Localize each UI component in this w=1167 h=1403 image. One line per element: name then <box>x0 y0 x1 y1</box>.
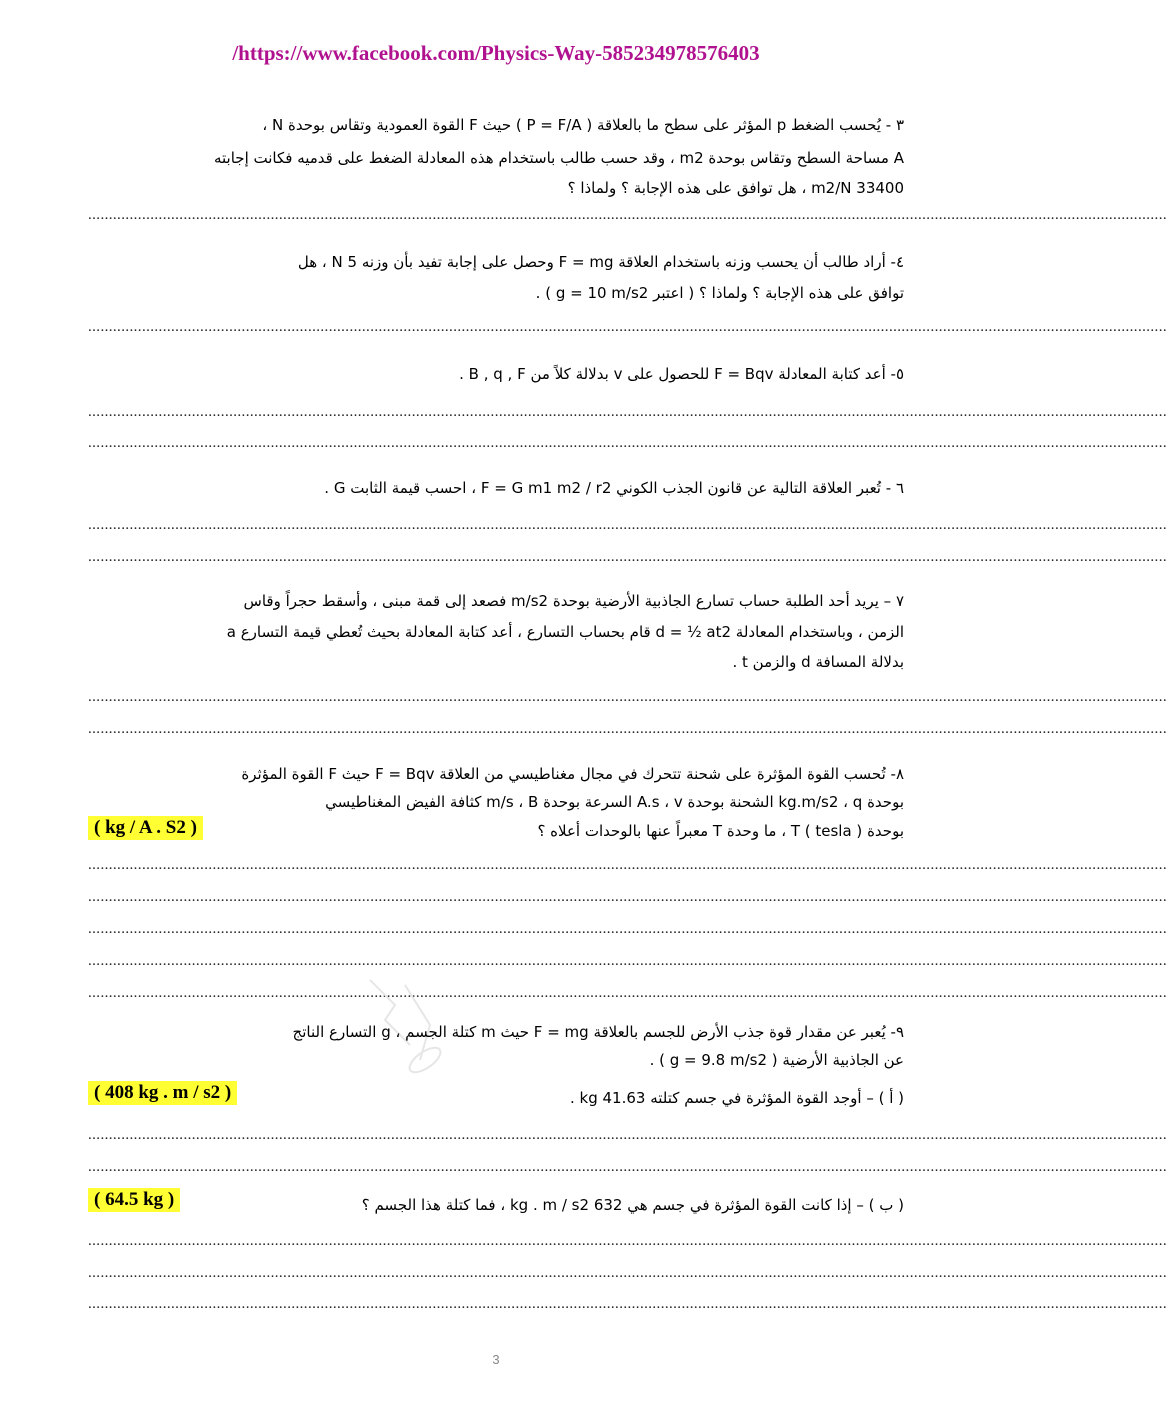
q7-line2: الزمن ، وباستخدام المعادلة d = ½ at2 قام بحساب التسارع ، أعد كتابة المعادلة بحيث تُعطي قيمة التسارع a <box>226 623 904 641</box>
answer-line: .................................................................................................................................................................................................................................................................... <box>88 1265 1167 1281</box>
answer-line: .................................................................................................................................................................................................................................................................... <box>88 319 1167 335</box>
page-number: 3 <box>492 1352 500 1367</box>
answer-line: .................................................................................................................................................................................................................................................................... <box>88 857 1167 873</box>
q3-line1: ٣ - يُحسب الضغط p المؤثر على سطح ما بالعلاقة ( P = F/A ) حيث F القوة العمودية وتقاس بوحدة N ، <box>262 116 904 134</box>
q9-part-b: ( ب ) – إذا كانت القوة المؤثرة في جسم هي 632 kg . m / s2 ، فما كتلة هذا الجسم ؟ <box>361 1196 904 1214</box>
answer-line: .................................................................................................................................................................................................................................................................... <box>88 985 1167 1001</box>
answer-line: .................................................................................................................................................................................................................................................................... <box>88 435 1167 451</box>
answer-line: .................................................................................................................................................................................................................................................................... <box>88 1296 1167 1312</box>
q9-line1: ٩- يُعبر عن مقدار قوة جذب الأرض للجسم بالعلاقة F = mg حيث m كتلة الجسم ، g التسارع الناتج <box>292 1023 904 1041</box>
q8-line2: بوحدة kg.m/s2 ، q الشحنة بوحدة A.s ، v السرعة بوحدة m/s ، B كثافة الفيض المغناطيسي <box>325 793 904 811</box>
q3-line2: A مساحة السطح وتقاس بوحدة m2 ، وقد حسب طالب باستخدام هذه المعادلة الضغط على قدميه فكانت إجابته <box>213 149 904 167</box>
q7-line1: ٧ – يريد أحد الطلبة حساب تسارع الجاذبية الأرضية بوحدة m/s2 فصعد إلى قمة مبنى ، وأسقط حجراً وقاس <box>243 592 904 610</box>
q4-line1: ٤- أراد طالب أن يحسب وزنه باستخدام العلاقة F = mg وحصل على إجابة تفيد بأن وزنه 5 N ، هل <box>297 253 904 271</box>
answer-line: .................................................................................................................................................................................................................................................................... <box>88 721 1167 737</box>
answer-line: .................................................................................................................................................................................................................................................................... <box>88 953 1167 969</box>
answer-line: .................................................................................................................................................................................................................................................................... <box>88 889 1167 905</box>
q5-line1: ٥- أعد كتابة المعادلة F = Bqv للحصول على v بدلالة كلاً من B , q , F . <box>459 365 904 383</box>
answer-line: .................................................................................................................................................................................................................................................................... <box>88 549 1167 565</box>
answer-line: .................................................................................................................................................................................................................................................................... <box>88 1233 1167 1249</box>
q7-line3: بدلالة المسافة d والزمن t . <box>732 653 904 671</box>
q4-line2: توافق على هذه الإجابة ؟ ولماذا ؟ ( اعتبر g = 10 m/s2 ) . <box>535 284 904 302</box>
answer-line: .................................................................................................................................................................................................................................................................... <box>88 921 1167 937</box>
header-url: /https://www.facebook.com/Physics-Way-585234978576403 <box>232 41 760 65</box>
answer-line: .................................................................................................................................................................................................................................................................... <box>88 689 1167 705</box>
q3-line3: 33400 m2/N ، هل توافق على هذه الإجابة ؟ ولماذا ؟ <box>567 179 904 197</box>
answer-line: .................................................................................................................................................................................................................................................................... <box>88 404 1167 420</box>
q8-line1: ٨- تُحسب القوة المؤثرة على شحنة تتحرك في مجال مغناطيسي من العلاقة F = Bqv حيث F القوة المؤثرة <box>241 765 904 783</box>
answer-line: .................................................................................................................................................................................................................................................................... <box>88 1127 1167 1143</box>
q8-line3: بوحدة T ( tesla ) ، ما وحدة T معبراً عنها بالوحدات أعلاه ؟ <box>537 822 904 840</box>
answer-line: .................................................................................................................................................................................................................................................................... <box>88 517 1167 533</box>
answer-line: .................................................................................................................................................................................................................................................................... <box>88 1159 1167 1175</box>
q6-line1: ٦ - تُعبر العلاقة التالية عن قانون الجذب الكوني F = G m1 m2 / r2 ، احسب قيمة الثابت G . <box>324 479 904 497</box>
q8-answer-highlight: ( kg / A . S2 ) <box>88 816 203 840</box>
q9-answer-a-highlight: ( 408 kg . m / s2 ) <box>88 1081 237 1105</box>
q9-part-a: ( أ ) – أوجد القوة المؤثرة في جسم كتلته 41.63 kg . <box>569 1089 904 1107</box>
answer-line: .................................................................................................................................................................................................................................................................... <box>88 207 1167 223</box>
q9-answer-b-highlight: ( 64.5 kg ) <box>88 1188 180 1212</box>
q9-line2: عن الجاذبية الأرضية ( g = 9.8 m/s2 ) . <box>649 1051 904 1069</box>
